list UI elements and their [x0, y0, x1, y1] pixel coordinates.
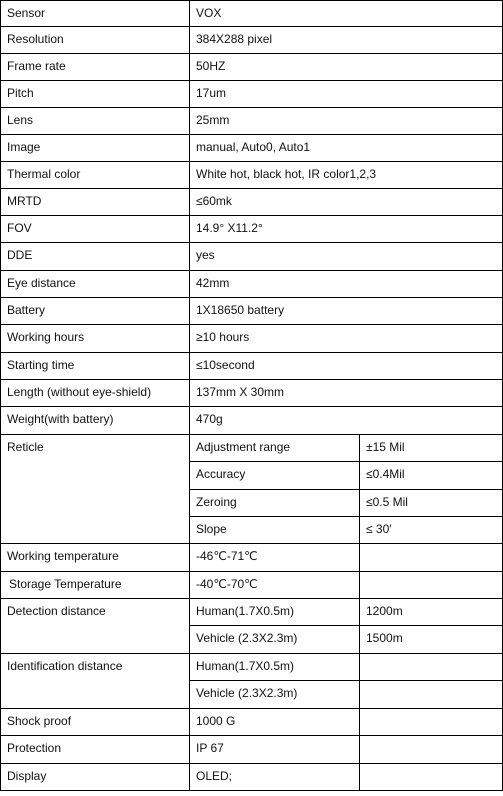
identification-distance [360, 681, 503, 709]
detection-target: Vehicle (2.3X2.3m) [190, 626, 360, 654]
spec-label: Storage Temperature [1, 572, 190, 599]
reticle-item-name: Slope [190, 517, 360, 544]
spec-label: MRTD [1, 189, 190, 216]
spec-label: Weight(with battery) [1, 407, 190, 435]
spec-label: Battery [1, 298, 190, 325]
spec-value: yes [190, 243, 503, 271]
spec-row-fov [1, 216, 503, 243]
spec-row-protection [1, 736, 503, 764]
spec-row-storage-temperature [1, 572, 503, 599]
empty-cell [360, 709, 503, 736]
reticle-item-name: Adjustment range [190, 435, 360, 462]
spec-row-sensor [1, 1, 503, 27]
spec-row-eye-distance [1, 271, 503, 298]
spec-row-length [1, 380, 503, 407]
spec-row-reticle [1, 435, 503, 462]
spec-row-battery [1, 298, 503, 325]
spec-row-lens [1, 108, 503, 135]
empty-cell [360, 572, 503, 599]
spec-row-identification-distance [1, 654, 503, 681]
spec-label: DDE [1, 243, 190, 271]
spec-label: Reticle [1, 435, 190, 544]
spec-row-starting-time [1, 353, 503, 380]
spec-value: ≥10 hours [190, 325, 503, 353]
spec-label: Protection [1, 736, 190, 764]
spec-value: 17um [190, 81, 503, 108]
reticle-item-value: ≤0.5 Mil [360, 490, 503, 517]
spec-row-detection-distance [1, 599, 503, 626]
spec-value: ≤10second [190, 353, 503, 380]
detection-distance: 1200m [360, 599, 503, 626]
spec-row-working-hours [1, 325, 503, 353]
identification-distance [360, 654, 503, 681]
spec-value: 470g [190, 407, 503, 435]
spec-row-dde [1, 243, 503, 271]
reticle-item-value: ±15 Mil [360, 435, 503, 462]
spec-value: 42mm [190, 271, 503, 298]
spec-value: 50HZ [190, 54, 503, 81]
reticle-item-value: ≤0.4Mil [360, 462, 503, 490]
identification-target: Human(1.7X0.5m) [190, 654, 360, 681]
spec-row-mrtd [1, 189, 503, 216]
spec-row-resolution [1, 27, 503, 54]
spec-value: manual, Auto0, Auto1 [190, 135, 503, 162]
empty-cell [360, 764, 503, 791]
spec-label: Working hours [1, 325, 190, 353]
spec-value: White hot, black hot, IR color1,2,3 [190, 162, 503, 189]
spec-label: Resolution [1, 27, 190, 54]
spec-label: Length (without eye-shield) [1, 380, 190, 407]
spec-label: Frame rate [1, 54, 190, 81]
spec-row-display [1, 764, 503, 791]
empty-cell [360, 544, 503, 572]
reticle-item-value: ≤ 30′ [360, 517, 503, 544]
spec-row-working-temperature [1, 544, 503, 572]
spec-value: 14.9° X11.2° [190, 216, 503, 243]
spec-label: Working temperature [1, 544, 190, 572]
spec-row-thermal-color [1, 162, 503, 189]
spec-value: IP 67 [190, 736, 360, 764]
spec-row-pitch [1, 81, 503, 108]
spec-label: Thermal color [1, 162, 190, 189]
spec-value: -40℃-70℃ [190, 572, 360, 599]
detection-distance: 1500m [360, 626, 503, 654]
spec-label: Lens [1, 108, 190, 135]
spec-row-weight [1, 407, 503, 435]
spec-value: 1X18650 battery [190, 298, 503, 325]
spec-value: ≤60mk [190, 189, 503, 216]
spec-label: Sensor [1, 1, 190, 27]
spec-value: 137mm X 30mm [190, 380, 503, 407]
spec-label: Shock proof [1, 709, 190, 736]
spec-value: 384X288 pixel [190, 27, 503, 54]
spec-row-frame-rate [1, 54, 503, 81]
spec-value: 1000 G [190, 709, 360, 736]
spec-label: Starting time [1, 353, 190, 380]
spec-label: Detection distance [1, 599, 190, 654]
spec-label: Display [1, 764, 190, 791]
reticle-item-name: Zeroing [190, 490, 360, 517]
empty-cell [360, 736, 503, 764]
spec-label: Identification distance [1, 654, 190, 709]
reticle-item-name: Accuracy [190, 462, 360, 490]
spec-value: VOX [190, 1, 503, 27]
spec-row-image [1, 135, 503, 162]
spec-row-shock-proof [1, 709, 503, 736]
detection-target: Human(1.7X0.5m) [190, 599, 360, 626]
spec-label: Image [1, 135, 190, 162]
spec-value: OLED; [190, 764, 360, 791]
spec-label: Eye distance [1, 271, 190, 298]
spec-value: 25mm [190, 108, 503, 135]
spec-label: FOV [1, 216, 190, 243]
spec-label: Pitch [1, 81, 190, 108]
identification-target: Vehicle (2.3X2.3m) [190, 681, 360, 709]
spec-value: -46℃-71℃ [190, 544, 360, 572]
